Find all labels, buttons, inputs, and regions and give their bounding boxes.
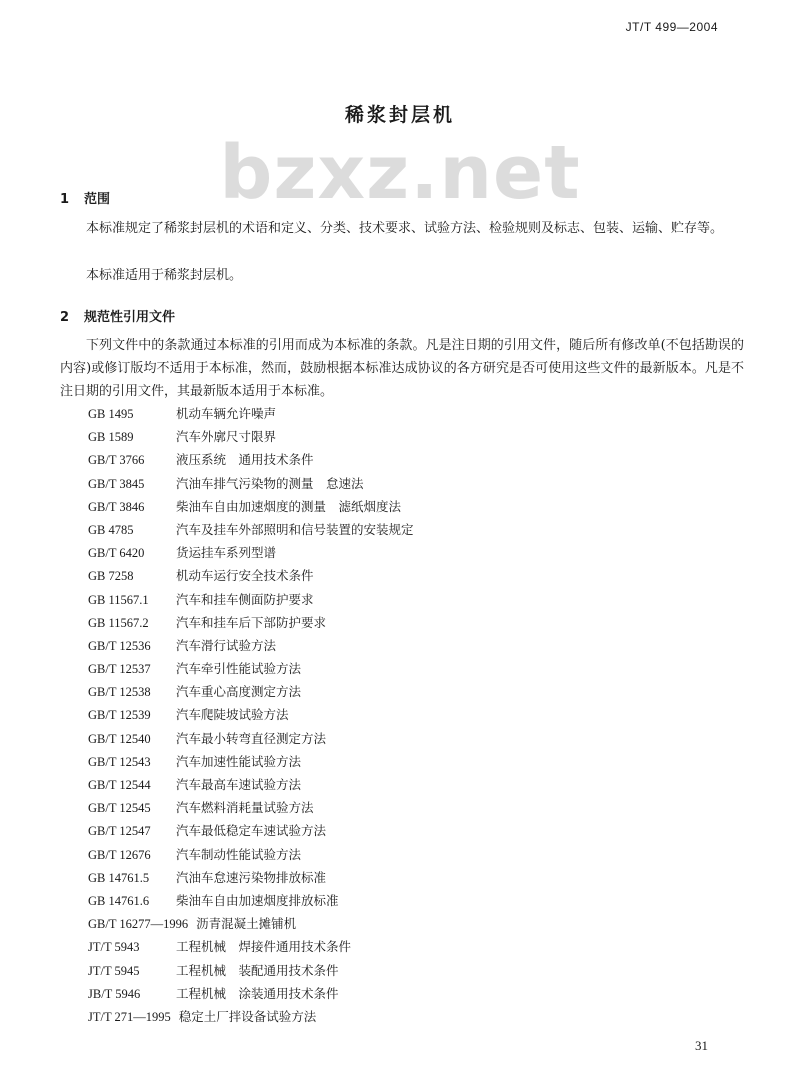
reference-title: 汽车最低稳定车速试验方法: [176, 823, 327, 839]
reference-code: GB 11567.1: [88, 592, 149, 607]
reference-title: 机动车运行安全技术条件: [176, 568, 314, 584]
section-title: 范围: [84, 192, 111, 207]
section-number: 1: [60, 192, 70, 207]
reference-code: JT/T 5945: [88, 963, 140, 978]
reference-code: GB 4785: [88, 522, 134, 537]
reference-item: [88, 773, 414, 796]
reference-code: GB/T 3845: [88, 476, 145, 491]
reference-title: 汽车及挂车外部照明和信号装置的安装规定: [176, 521, 414, 537]
reference-item: [88, 866, 414, 889]
reference-code: JB/T 5946: [88, 986, 141, 1001]
reference-title: 机动车辆允许噪声: [176, 406, 277, 421]
reference-title: 汽车滑行试验方法: [176, 637, 277, 653]
reference-code: GB/T 12543: [88, 754, 151, 769]
reference-item: [88, 634, 414, 657]
reference-title: 汽油车怠速污染物排放标准: [176, 869, 327, 885]
reference-title: 汽车制动性能试验方法: [176, 846, 302, 862]
reference-title: 货运挂车系列型谱: [176, 545, 277, 561]
section-heading-normative-references: [60, 306, 175, 325]
reference-code: GB/T 12540: [88, 731, 151, 746]
reference-code: GB/T 12537: [88, 662, 151, 677]
scope-paragraph-2: 本标准适用于稀浆封层机。: [86, 268, 243, 283]
page-number: 31: [695, 1038, 708, 1053]
reference-title: 汽车最高车速试验方法: [176, 777, 302, 792]
section-number: 2: [60, 310, 70, 325]
reference-item: [88, 819, 414, 842]
reference-item: [88, 1005, 414, 1028]
reference-item: [88, 657, 414, 680]
reference-item: [88, 935, 414, 958]
reference-code: GB 1495: [88, 407, 134, 421]
reference-item: [88, 448, 414, 471]
references-intro-paragraph: 下列文件中的条款通过本标准的引用而成为本标准的条款。凡是注日期的引用文件，随后所有修改单(不包括勘误的内容)或修订版均不适用于本标准，然而，鼓励根据本标准达成协议的各方研究是否可使用这些文件的最新版本。凡是不注日期的引用文件，其最新版本适用于本标准。: [60, 338, 744, 399]
reference-title: 汽车外廓尺寸限界: [176, 429, 277, 445]
reference-item: [88, 727, 414, 750]
reference-item: [88, 959, 414, 982]
reference-list: [88, 402, 414, 1028]
reference-item: [88, 518, 414, 541]
reference-code: GB/T 12544: [88, 778, 151, 792]
scope-paragraph-1: 本标准规定了稀浆封层机的术语和定义、分类、技术要求、试验方法、检验规则及标志、包装、运输、贮存等。: [86, 221, 724, 236]
section-heading-scope: [60, 188, 110, 207]
reference-code: GB/T 12538: [88, 685, 151, 700]
reference-title: 柴油车自由加速烟度的测量 滤纸烟度法: [176, 498, 402, 514]
reference-item: [88, 564, 414, 587]
reference-code: GB/T 16277—1996: [88, 917, 189, 932]
reference-item: [88, 680, 414, 703]
watermark: bzxz.net: [219, 130, 581, 216]
document-title: 稀浆封层机: [344, 104, 455, 126]
reference-code: JT/T 271—1995: [88, 1009, 171, 1024]
reference-title: 汽车最小转弯直径测定方法: [176, 730, 327, 746]
reference-item: [88, 611, 414, 634]
reference-code: GB/T 12536: [88, 638, 151, 653]
reference-item: [88, 588, 414, 611]
reference-item: [88, 982, 414, 1005]
reference-item: [88, 703, 414, 726]
reference-code: GB/T 12547: [88, 824, 151, 839]
reference-title: 工程机械 焊接件通用技术条件: [176, 939, 352, 955]
reference-code: GB 11567.2: [88, 615, 149, 630]
reference-code: GB/T 12545: [88, 801, 151, 816]
reference-title: 柴油车自由加速烟度排放标准: [176, 892, 339, 908]
reference-title: 汽油车排气污染物的测量 怠速法: [176, 475, 364, 491]
reference-title: 汽车和挂车后下部防护要求: [176, 614, 327, 630]
reference-title: 汽车重心高度测定方法: [176, 684, 302, 700]
reference-title: 工程机械 涂装通用技术条件: [176, 985, 339, 1001]
document-code-header: JT/T 499—2004: [625, 20, 718, 34]
reference-title: 液压系统 通用技术条件: [176, 452, 314, 468]
reference-title: 沥青混凝土摊铺机: [196, 916, 297, 932]
reference-item: [88, 495, 414, 518]
reference-code: JT/T 5943: [88, 940, 140, 955]
reference-item: [88, 843, 414, 866]
reference-code: GB 14761.5: [88, 870, 150, 885]
reference-code: GB/T 6420: [88, 546, 145, 561]
reference-item: [88, 750, 414, 773]
reference-code: GB/T 3846: [88, 499, 145, 514]
reference-code: GB/T 3766: [88, 453, 145, 468]
reference-item: [88, 796, 414, 819]
reference-title: 汽车和挂车侧面防护要求: [176, 591, 314, 607]
reference-title: 稳定土厂拌设备试验方法: [178, 1008, 317, 1024]
reference-code: GB/T 12539: [88, 708, 151, 723]
reference-item: [88, 402, 414, 425]
reference-title: 汽车加速性能试验方法: [176, 753, 302, 769]
reference-item: [88, 889, 414, 912]
reference-code: GB 7258: [88, 569, 134, 584]
reference-code: GB/T 12676: [88, 847, 151, 862]
reference-item: [88, 912, 414, 935]
reference-item: [88, 425, 414, 448]
reference-title: 汽车燃料消耗量试验方法: [176, 800, 314, 816]
reference-code: GB 1589: [88, 430, 134, 445]
reference-code: GB 14761.6: [88, 893, 150, 908]
reference-item: [88, 541, 414, 564]
reference-title: 汽车爬陡坡试验方法: [176, 707, 289, 723]
reference-title: 汽车牵引性能试验方法: [176, 661, 302, 677]
reference-title: 工程机械 装配通用技术条件: [176, 962, 339, 978]
reference-item: [88, 472, 414, 495]
section-title: 规范性引用文件: [84, 310, 176, 325]
